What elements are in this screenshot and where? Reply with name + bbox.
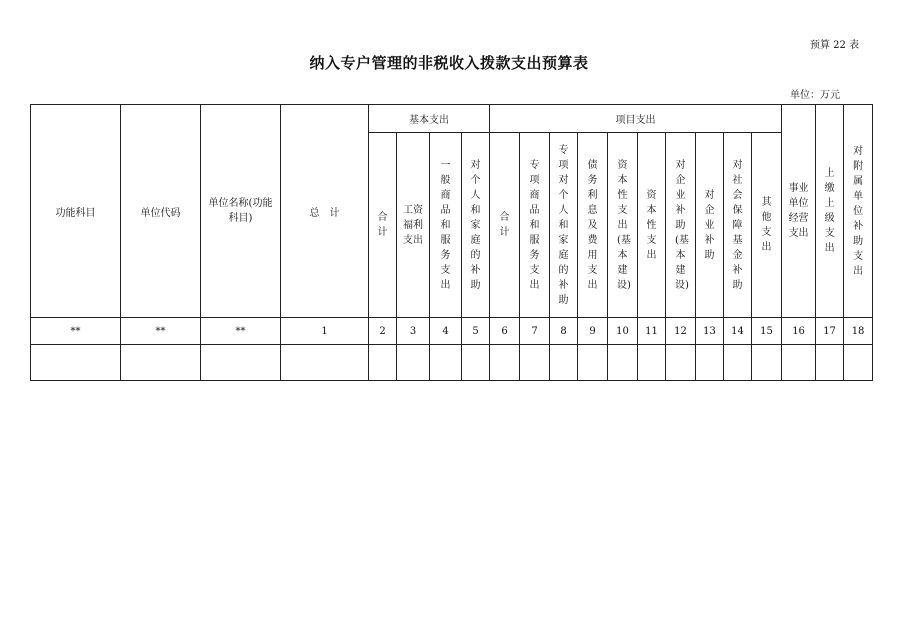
data-cell bbox=[608, 345, 638, 381]
index-cell: 3 bbox=[397, 318, 430, 345]
data-cell bbox=[752, 345, 782, 381]
data-cell bbox=[490, 345, 520, 381]
header-basic-3: 对个人和家庭的补助 bbox=[462, 133, 490, 318]
header-unit-code: 单位代码 bbox=[121, 105, 201, 318]
data-cell bbox=[666, 345, 696, 381]
page-title: 纳入专户管理的非税收入拨款支出预算表 bbox=[309, 54, 589, 72]
index-cell: ** bbox=[201, 318, 281, 345]
data-cell bbox=[397, 345, 430, 381]
header-basic-2: 一般商品和服务支出 bbox=[430, 133, 462, 318]
header-total: 总 计 bbox=[281, 105, 369, 318]
header-basic-0: 合计 bbox=[369, 133, 397, 318]
data-cell bbox=[430, 345, 462, 381]
index-cell: 9 bbox=[578, 318, 608, 345]
data-cell bbox=[696, 345, 724, 381]
index-cell: 15 bbox=[752, 318, 782, 345]
index-cell: 14 bbox=[724, 318, 752, 345]
index-cell: 10 bbox=[608, 318, 638, 345]
header-project-2: 专项对个人和家庭的补助 bbox=[550, 133, 578, 318]
data-cell bbox=[462, 345, 490, 381]
data-cell bbox=[844, 345, 873, 381]
unit-label: 单位：万元 bbox=[790, 90, 840, 101]
header-other-1: 上缴上级支出 bbox=[816, 105, 844, 318]
index-cell: 18 bbox=[844, 318, 873, 345]
index-cell: 17 bbox=[816, 318, 844, 345]
header-project-6: 对企业补助(基本建设) bbox=[666, 133, 696, 318]
index-cell: 8 bbox=[550, 318, 578, 345]
header-project-0: 合计 bbox=[490, 133, 520, 318]
index-cell: 12 bbox=[666, 318, 696, 345]
data-cell bbox=[782, 345, 816, 381]
header-basic-1: 工资福利支出 bbox=[397, 133, 430, 318]
data-cell bbox=[121, 345, 201, 381]
index-cell: ** bbox=[121, 318, 201, 345]
index-cell: 1 bbox=[281, 318, 369, 345]
data-cell bbox=[31, 345, 121, 381]
index-cell: ** bbox=[31, 318, 121, 345]
data-cell bbox=[281, 345, 369, 381]
data-cell bbox=[550, 345, 578, 381]
header-project-9: 其他支出 bbox=[752, 133, 782, 318]
index-cell: 6 bbox=[490, 318, 520, 345]
index-cell: 4 bbox=[430, 318, 462, 345]
header-project-3: 债务利息及费用支出 bbox=[578, 133, 608, 318]
data-cell bbox=[201, 345, 281, 381]
data-row bbox=[31, 345, 873, 381]
header-unit-name: 单位名称(功能科目) bbox=[201, 105, 281, 318]
budget-table bbox=[30, 104, 873, 381]
data-cell bbox=[724, 345, 752, 381]
data-cell bbox=[638, 345, 666, 381]
data-cell bbox=[520, 345, 550, 381]
header-function-subject: 功能科目 bbox=[31, 105, 121, 318]
index-row bbox=[31, 318, 873, 345]
index-cell: 11 bbox=[638, 318, 666, 345]
header-project-8: 对社会保障基金补助 bbox=[724, 133, 752, 318]
index-cell: 13 bbox=[696, 318, 724, 345]
form-code: 预算 22 表 bbox=[810, 40, 860, 51]
index-cell: 2 bbox=[369, 318, 397, 345]
data-cell bbox=[816, 345, 844, 381]
data-cell bbox=[369, 345, 397, 381]
data-cell bbox=[578, 345, 608, 381]
header-project-7: 对企业补助 bbox=[696, 133, 724, 318]
header-project-5: 资本性支出 bbox=[638, 133, 666, 318]
header-basic-group: 基本支出 bbox=[369, 105, 490, 133]
header-project-group: 项目支出 bbox=[490, 105, 782, 133]
header-project-1: 专项商品和服务支出 bbox=[520, 133, 550, 318]
index-cell: 7 bbox=[520, 318, 550, 345]
header-other-0: 事业单位经营支出 bbox=[782, 105, 816, 318]
header-other-2: 对附属单位补助支出 bbox=[844, 105, 873, 318]
index-cell: 5 bbox=[462, 318, 490, 345]
header-project-4: 资本性支出(基本建设) bbox=[608, 133, 638, 318]
index-cell: 16 bbox=[782, 318, 816, 345]
